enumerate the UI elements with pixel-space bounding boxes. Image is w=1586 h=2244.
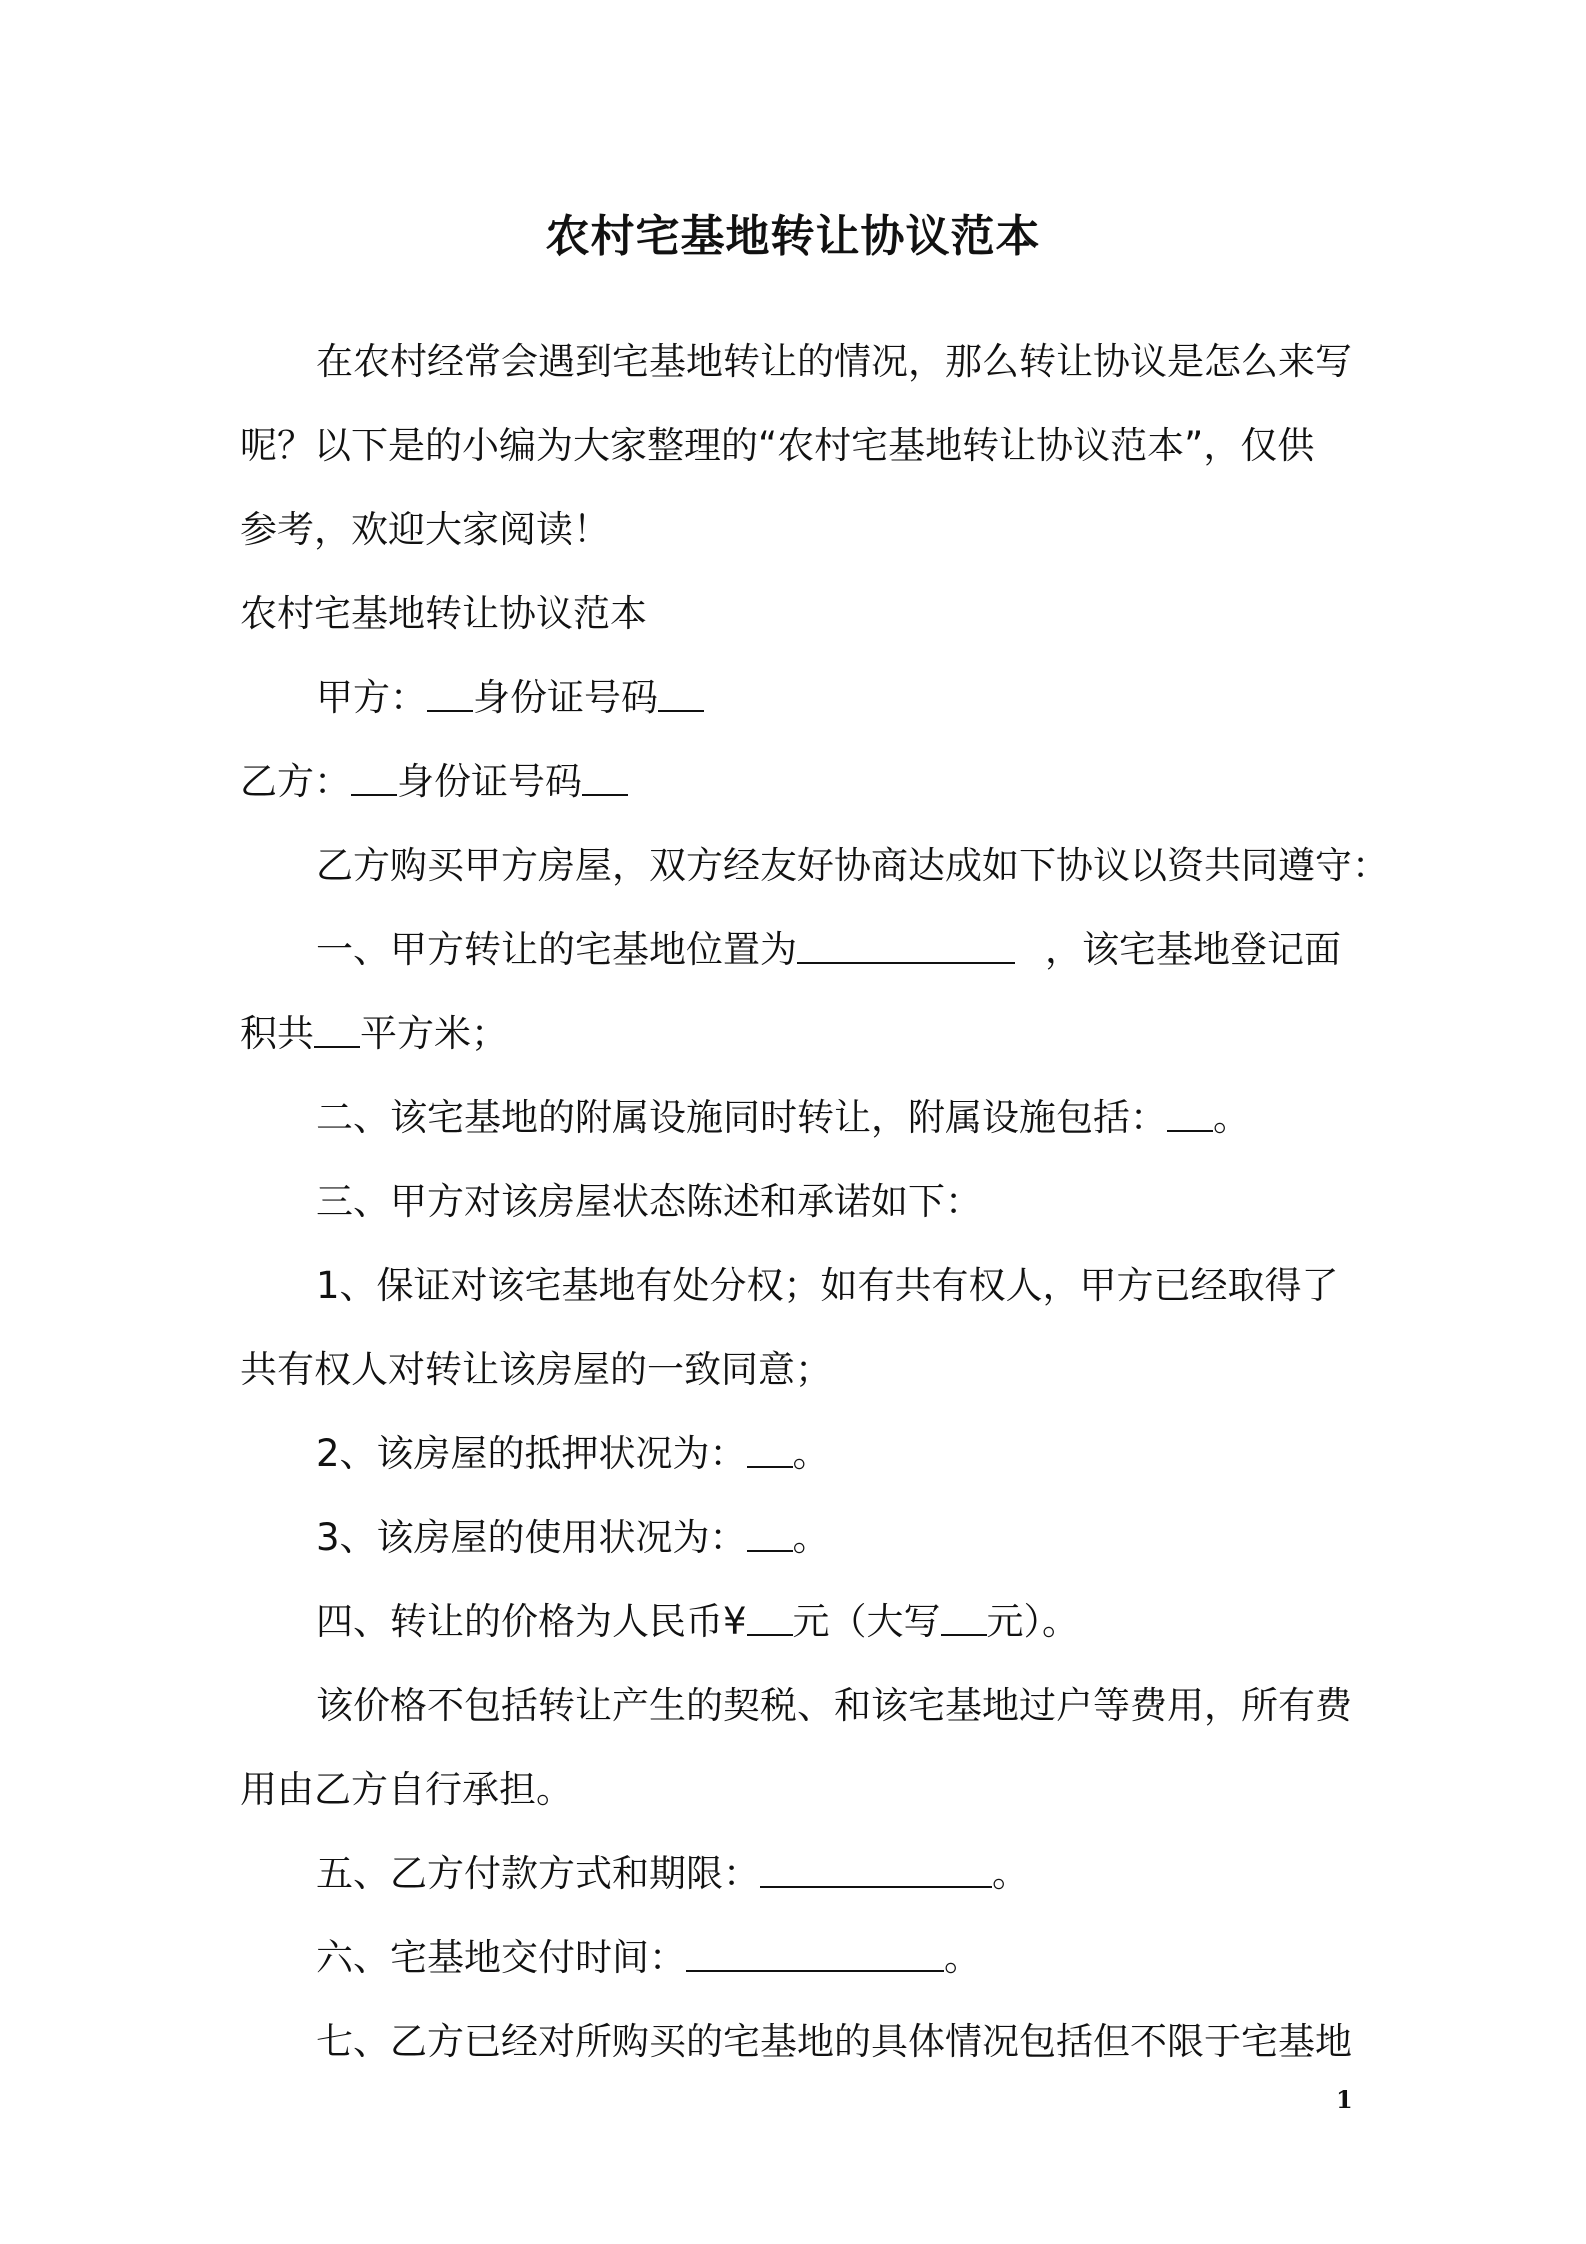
usage-status-blank[interactable] [747,1512,793,1552]
homestead-location-blank[interactable] [797,924,1015,964]
subtitle: 农村宅基地转让协议范本 [240,592,647,635]
paragraph-intro-line-3: 参考，欢迎大家阅读！ [240,508,610,551]
mortgage-status-blank[interactable] [747,1428,793,1468]
party-a-label: 甲方： [316,676,427,719]
section-4-text-a: 四、转让的价格为人民币¥ [316,1600,747,1643]
payment-terms-blank[interactable] [760,1848,992,1888]
section-3-item-1-line-1: 1、保证对该宅基地有处分权；如有共有权人，甲方已经取得了 [316,1264,1339,1307]
section-7-line-1: 七、乙方已经对所购买的宅基地的具体情况包括但不限于宅基地 [316,2020,1352,2063]
section-3-item-3-period: 。 [792,1516,830,1559]
party-b-id-label: 身份证号码 [397,760,582,803]
section-1-text-d: 平方米； [360,1012,508,1055]
section-1-text-c: 积共 [240,1012,314,1055]
party-b-id-blank[interactable] [582,756,628,796]
delivery-time-blank[interactable] [686,1932,944,1972]
section-4-text-b: 元（大写 [792,1600,941,1643]
section-3-item-2-text: 2、该房屋的抵押状况为： [316,1432,747,1475]
section-6-period: 。 [944,1936,981,1979]
agreement-intro: 乙方购买甲方房屋，双方经友好协商达成如下协议以资共同遵守： [316,844,1389,887]
section-1-line-2 [240,1006,508,1062]
section-3-item-2 [316,1426,830,1482]
section-4-text-c: 元）。 [986,1600,1080,1643]
party-a-line [316,670,704,726]
document-title: 农村宅基地转让协议范本 [545,211,1041,262]
party-b-line [240,754,628,810]
paragraph-intro-line-1: 在农村经常会遇到宅基地转让的情况，那么转让协议是怎么来写 [316,340,1352,383]
section-3-item-1-line-2: 共有权人对转让该房屋的一致同意； [240,1348,832,1391]
section-3-item-3 [316,1510,830,1566]
facilities-blank[interactable] [1167,1092,1213,1132]
section-6-text: 六、宅基地交付时间： [316,1936,686,1979]
section-5-period: 。 [992,1852,1029,1895]
price-number-blank[interactable] [747,1596,793,1636]
section-1-text: 一、甲方转让的宅基地位置为 [316,928,797,971]
section-3-item-2-period: 。 [792,1432,830,1475]
section-5 [316,1846,1029,1902]
section-2-period: 。 [1213,1096,1250,1139]
area-blank[interactable] [314,1008,360,1048]
party-a-id-blank[interactable] [658,672,704,712]
section-5-text: 五、乙方付款方式和期限： [316,1852,760,1895]
section-6 [316,1930,981,1986]
price-words-blank[interactable] [941,1596,987,1636]
section-1-text-b: ，该宅基地登记面 [1045,928,1341,971]
section-4 [316,1594,1079,1650]
party-b-blank[interactable] [351,756,397,796]
section-2-text: 二、该宅基地的附属设施同时转让，附属设施包括： [316,1096,1167,1139]
paragraph-intro-line-2: 呢？以下是的小编为大家整理的“农村宅基地转让协议范本”，仅供 [240,424,1315,467]
section-3-item-3-text: 3、该房屋的使用状况为： [316,1516,747,1559]
section-4-note-line-1: 该价格不包括转让产生的契税、和该宅基地过户等费用，所有费 [316,1684,1352,1727]
section-4-note-line-2: 用由乙方自行承担。 [240,1768,573,1811]
party-a-id-label: 身份证号码 [473,676,658,719]
party-a-blank[interactable] [427,672,473,712]
section-3: 三、甲方对该房屋状态陈述和承诺如下： [316,1180,982,1223]
section-1-line-1 [316,922,1341,978]
page-number: 1 [1336,2085,1353,2114]
party-b-label: 乙方： [240,760,351,803]
section-2 [316,1090,1250,1146]
